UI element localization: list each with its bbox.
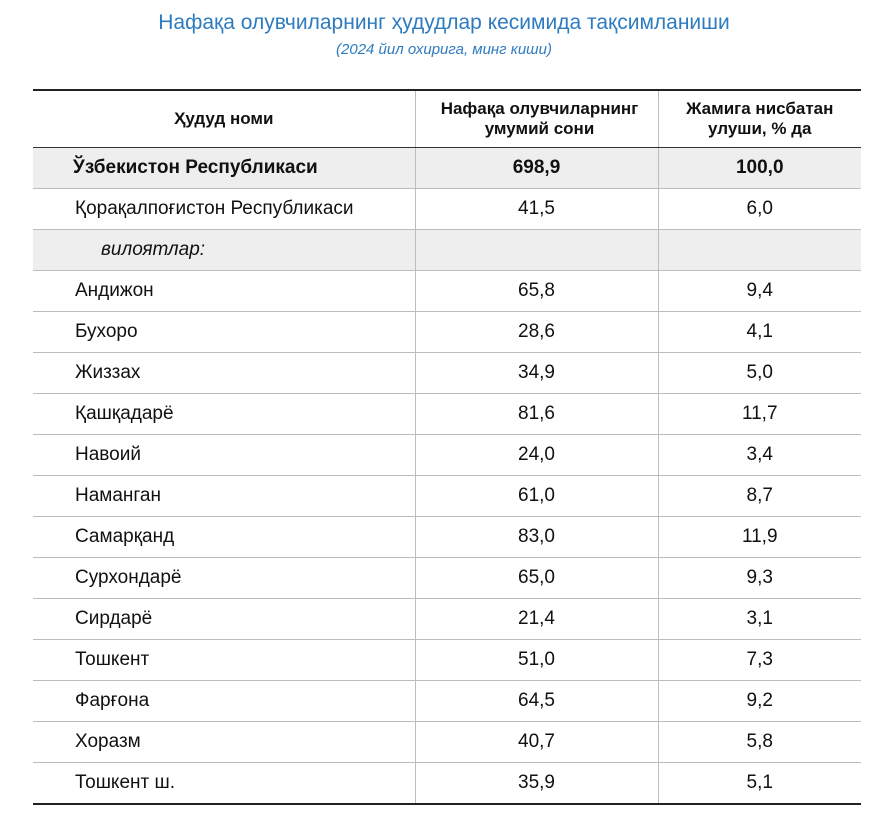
header-count-line2: умумий сони: [484, 119, 595, 138]
header-share-line2: улуши, % да: [708, 119, 812, 138]
pension-count: 40,7: [415, 722, 658, 763]
table-row: [33, 599, 861, 640]
pension-share: 11,7: [658, 394, 861, 435]
pension-count: 21,4: [415, 599, 658, 640]
header-count: [415, 90, 658, 148]
header-share-line1: Жамига нисбатан: [686, 99, 834, 118]
table-row: [33, 312, 861, 353]
table-row: [33, 271, 861, 312]
pension-share: 5,1: [658, 763, 861, 805]
table-row: [33, 763, 861, 805]
empty-cell: [658, 230, 861, 271]
pension-share: 8,7: [658, 476, 861, 517]
pension-share: 7,3: [658, 640, 861, 681]
region-name: Жиззах: [33, 353, 415, 394]
pension-count: 65,0: [415, 558, 658, 599]
region-name: Тошкент: [33, 640, 415, 681]
pension-share: 11,9: [658, 517, 861, 558]
pension-count: 34,9: [415, 353, 658, 394]
total-row: [33, 148, 861, 189]
regions-subheader: вилоятлар:: [33, 230, 415, 271]
region-name: Хоразм: [33, 722, 415, 763]
region-name: Бухоро: [33, 312, 415, 353]
pension-count: 51,0: [415, 640, 658, 681]
regions-subheader-row: [33, 230, 861, 271]
region-name: Тошкент ш.: [33, 763, 415, 805]
table-row: [33, 517, 861, 558]
pension-share: 9,3: [658, 558, 861, 599]
header-region: Ҳудуд номи: [33, 90, 415, 148]
pension-count: 83,0: [415, 517, 658, 558]
pension-count: 698,9: [415, 148, 658, 189]
region-name: Сурхондарё: [33, 558, 415, 599]
pension-share: 5,8: [658, 722, 861, 763]
table-row: [33, 394, 861, 435]
pension-count: 65,8: [415, 271, 658, 312]
pension-count: 24,0: [415, 435, 658, 476]
pension-count: 35,9: [415, 763, 658, 805]
pension-count: 64,5: [415, 681, 658, 722]
table-row: [33, 476, 861, 517]
pension-table: [33, 89, 861, 805]
pension-count: 28,6: [415, 312, 658, 353]
pension-count: 81,6: [415, 394, 658, 435]
header-count-line1: Нафақа олувчиларнинг: [440, 99, 639, 118]
table-row: [33, 353, 861, 394]
table-row: [33, 640, 861, 681]
table-row: [33, 558, 861, 599]
region-name: Наманган: [33, 476, 415, 517]
pension-share: 3,1: [658, 599, 861, 640]
table-row: [33, 681, 861, 722]
table-row: [33, 189, 861, 230]
empty-cell: [415, 230, 658, 271]
region-name: Фарғона: [33, 681, 415, 722]
region-name: Андижон: [33, 271, 415, 312]
header-row: [33, 90, 861, 148]
pension-share: 4,1: [658, 312, 861, 353]
pension-count: 61,0: [415, 476, 658, 517]
pension-share: 5,0: [658, 353, 861, 394]
pension-share: 9,4: [658, 271, 861, 312]
region-name: Самарқанд: [33, 517, 415, 558]
pension-share: 9,2: [658, 681, 861, 722]
table-row: [33, 435, 861, 476]
pension-count: 41,5: [415, 189, 658, 230]
region-name: Қорақалпоғистон Республикаси: [33, 189, 415, 230]
pension-share: 100,0: [658, 148, 861, 189]
header-share: [658, 90, 861, 148]
region-name: Сирдарё: [33, 599, 415, 640]
table-row: [33, 722, 861, 763]
region-name: Навоий: [33, 435, 415, 476]
page-subtitle: (2024 йил охирига, минг киши): [336, 41, 552, 58]
region-name: Қашқадарё: [33, 394, 415, 435]
pension-share: 3,4: [658, 435, 861, 476]
region-name: Ўзбекистон Республикаси: [33, 148, 415, 189]
page-title: Нафақа олувчиларнинг ҳудудлар кесимида тақсимланиши: [158, 11, 730, 34]
pension-share: 6,0: [658, 189, 861, 230]
